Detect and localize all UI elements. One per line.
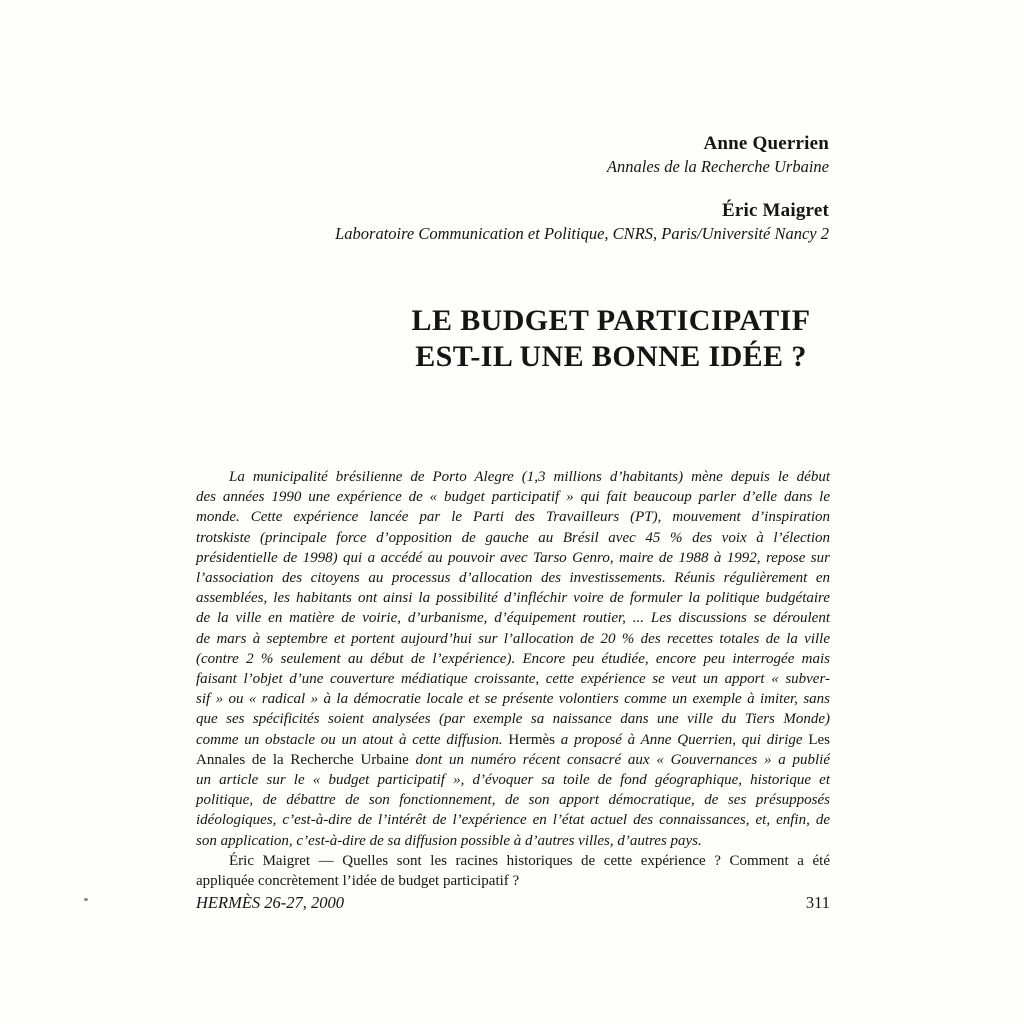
intro-paragraph — [196, 467, 830, 851]
page-footer — [196, 893, 830, 913]
interview-question-paragraph — [196, 851, 830, 891]
article-title-line-2: EST-IL UNE BONNE IDÉE ? — [415, 340, 807, 373]
body-column — [196, 467, 830, 891]
author-name: Anne Querrien — [703, 133, 829, 154]
scan-speck — [84, 898, 88, 901]
text-line: Éric Maigret — Quelles sont les racines historiques de cette expérience ? Comment a été — [229, 852, 830, 869]
text-line: sif » ou « radical » à la démocratie locale et se présente volontiers comme un exemple à imiter, sans — [196, 691, 830, 708]
text-line: son application, c’est-à-dire de sa diffusion possible à d’autres villes, d’autres pays. — [196, 832, 702, 849]
text-line: de la ville en matière de voirie, d’urbanisme, d’équipement routier, ... Les discussions se déroulent — [196, 610, 830, 627]
article-title-line-1: LE BUDGET PARTICIPATIF — [411, 304, 811, 337]
text-line: monde. Cette expérience lancée par le Parti des Travailleurs (PT), mouvement d’inspiration — [196, 509, 830, 526]
text-line: faisant l’objet d’une couverture médiatique croissante, cette expérience se veut un apport « subver- — [196, 671, 830, 688]
author-name: Éric Maigret — [721, 200, 829, 221]
author-group — [335, 132, 829, 178]
text-line: Annales de la Recherche Urbaine dont un numéro récent consacré aux « Gouvernances » a publié — [196, 751, 830, 768]
text-line: assemblées, les habitants ont ainsi la possibilité d’infléchir voire de formuler la politique budgétaire — [196, 590, 830, 607]
journal-footer: HERMÈS 26-27, 2000 — [196, 893, 345, 912]
text-line: l’association des citoyens au processus d’allocation des investissements. Réunis régulièrement en — [196, 570, 830, 587]
text-line: un article sur le « budget participatif », d’évoquer sa toile de fond géographique, historique et — [196, 772, 830, 789]
text-line: trotskiste (principale force d’opposition de gauche au Brésil avec 45 % des voix à l’élection — [196, 529, 830, 546]
author-group — [335, 199, 829, 245]
article-title — [196, 303, 830, 375]
author-affiliation: Laboratoire Communication et Politique, CNRS, Paris/Université Nancy 2 — [335, 224, 829, 243]
text-line: comme un obstacle ou un atout à cette diffusion. Hermès a proposé à Anne Querrien, qui dirige Les — [196, 731, 830, 748]
text-line: idéologiques, c’est-à-dire de l’intérêt de l’expérience en l’état actuel des connaissances, et, enfin, de — [196, 812, 830, 829]
text-line: La municipalité brésilienne de Porto Alegre (1,3 millions d’habitants) mène depuis le début — [229, 469, 830, 485]
page-number: 311 — [805, 893, 830, 912]
text-line: politique, de débattre de son fonctionnement, de son apport démocratique, de ses présupposés — [196, 792, 830, 809]
text-line: que ses spécificités soient analysées (par exemple sa naissance dans une ville du Tiers Monde) — [196, 711, 830, 728]
text-line: de mars à septembre et portent aujourd’hui sur l’allocation de 20 % des recettes totales de la ville — [196, 630, 830, 647]
author-affiliation: Annales de la Recherche Urbaine — [606, 157, 829, 176]
text-line: présidentielle de 1998) qui a accédé au pouvoir avec Tarso Genro, maire de 1988 à 1992, repose sur — [196, 549, 830, 566]
text-line: appliquée concrètement l’idée de budget participatif ? — [196, 873, 520, 890]
author-block — [335, 132, 829, 266]
text-line: (contre 2 % seulement au début de l’expérience). Encore peu étudiée, encore peu interrogée mais — [196, 650, 830, 667]
text-line: des années 1990 une expérience de « budget participatif » qui fait beaucoup parler d’elle dans le — [196, 489, 830, 506]
